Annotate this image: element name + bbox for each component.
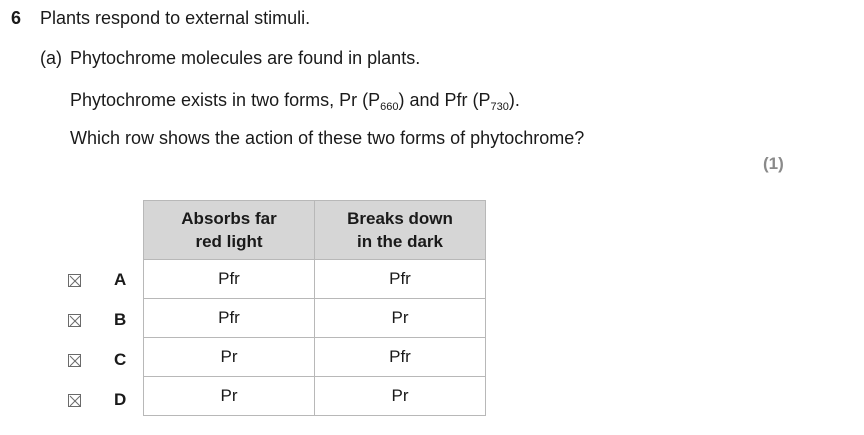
table-cell: Pfr	[144, 260, 315, 299]
option-b-letter: B	[114, 310, 127, 329]
table-row	[144, 338, 486, 377]
option-c[interactable]	[68, 340, 134, 380]
part-text: Phytochrome molecules are found in plants.	[70, 48, 421, 68]
forms-line-suffix: ).	[508, 90, 520, 110]
answer-table	[143, 200, 486, 416]
header-breaks-down-dark-text: Breaks down in the dark	[347, 209, 453, 251]
table-header-row	[144, 201, 486, 260]
option-c-letter: C	[114, 350, 127, 369]
question-prompt: Which row shows the action of these two forms of phytochrome?	[70, 128, 585, 148]
forms-line-middle: ) and Pfr (P	[398, 90, 491, 110]
table-cell: Pr	[315, 377, 486, 416]
header-absorbs-far-red	[144, 201, 315, 260]
option-d-letter: D	[114, 390, 127, 409]
option-c-checkbox[interactable]	[68, 354, 81, 367]
part-label: (a)	[40, 48, 62, 68]
forms-line-subscript-730: 730	[490, 101, 509, 113]
checkbox-cross-icon	[69, 355, 82, 368]
header-absorbs-far-red-text: Absorbs far red light	[181, 209, 277, 251]
table-cell: Pfr	[315, 260, 486, 299]
table-cell: Pr	[144, 377, 315, 416]
forms-line-prefix: Phytochrome exists in two forms, Pr (P	[70, 90, 381, 110]
forms-line-subscript-660: 660	[380, 101, 399, 113]
table-row	[144, 260, 486, 299]
forms-line	[70, 90, 520, 113]
checkbox-cross-icon	[69, 395, 82, 408]
checkbox-cross-icon	[69, 315, 82, 328]
option-a-letter: A	[114, 270, 127, 289]
header-breaks-down-dark	[315, 201, 486, 260]
checkbox-cross-icon	[69, 275, 82, 288]
option-a[interactable]	[68, 260, 134, 300]
table-row	[144, 377, 486, 416]
table-cell: Pfr	[315, 338, 486, 377]
option-a-checkbox[interactable]	[68, 274, 81, 287]
marks-label: (1)	[763, 154, 784, 173]
question-number: 6	[11, 8, 22, 28]
option-d[interactable]	[68, 380, 134, 420]
question-intro: Plants respond to external stimuli.	[40, 8, 311, 28]
option-b-checkbox[interactable]	[68, 314, 81, 327]
table-cell: Pr	[144, 338, 315, 377]
table-row	[144, 299, 486, 338]
table-cell: Pfr	[144, 299, 315, 338]
option-b[interactable]	[68, 300, 134, 340]
table-cell: Pr	[315, 299, 486, 338]
option-d-checkbox[interactable]	[68, 394, 81, 407]
